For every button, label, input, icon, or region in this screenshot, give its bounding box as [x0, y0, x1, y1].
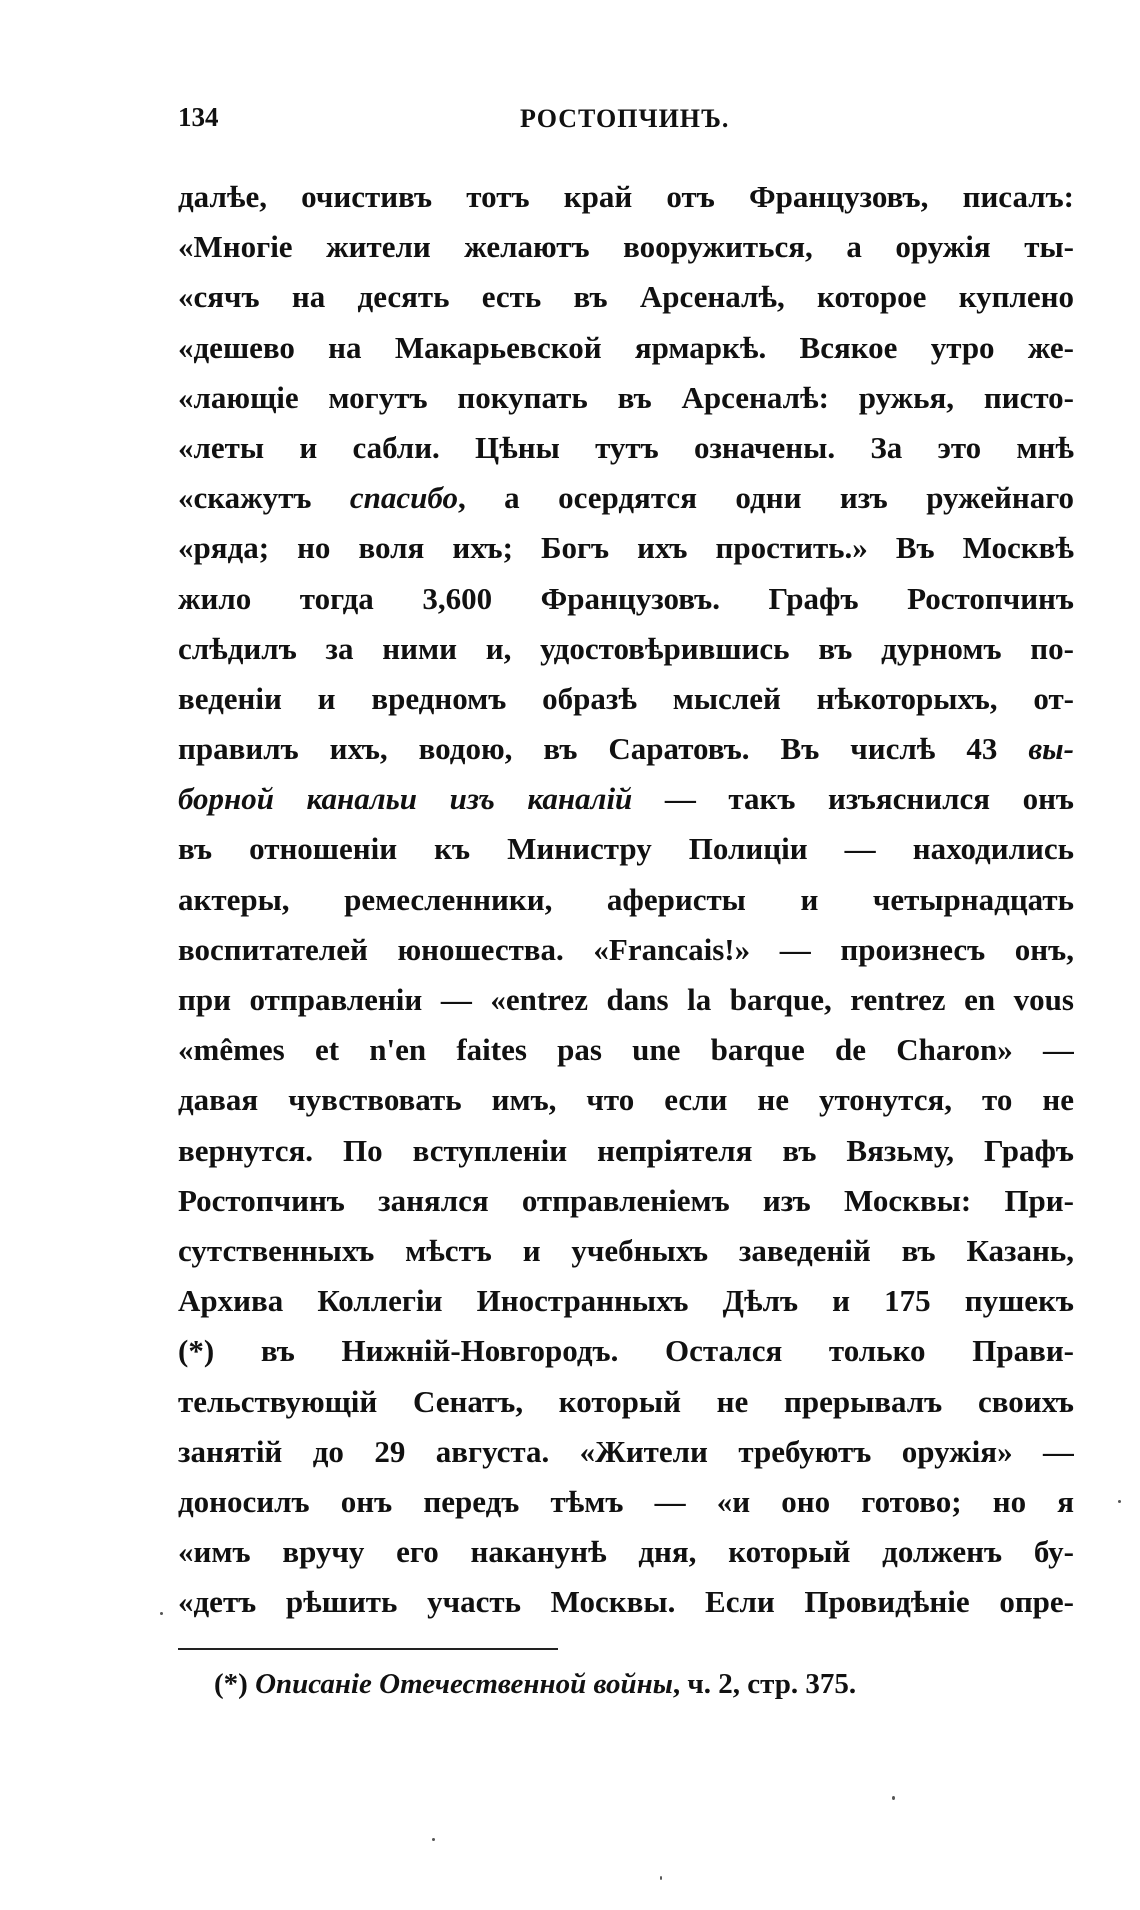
- text-segment: «детъ рѣшить участь Москвы. Если Провидѣніе опре-: [178, 1584, 1074, 1620]
- text-segment: Архива Коллегіи Иностранныхъ Дѣлъ и 175 пушекъ: [178, 1283, 1074, 1319]
- text-segment: актеры, ремесленники, аферисты и четырнадцать: [178, 881, 1074, 917]
- text-line: [178, 423, 1074, 473]
- text-line: [178, 774, 1074, 824]
- text-line: [178, 1176, 1074, 1226]
- text-line: [178, 272, 1074, 322]
- footnote-reference: , ч. 2, стр. 375.: [672, 1668, 857, 1700]
- text-line: [178, 1276, 1074, 1326]
- text-line: [178, 674, 1074, 724]
- footnote-marker: (*): [214, 1668, 256, 1700]
- text-segment: «Многіе жители желаютъ вооружиться, а оружія ты-: [178, 229, 1074, 265]
- speck: [1118, 1500, 1121, 1503]
- text-segment: слѣдилъ за ними и, удостовѣрившись въ дурномъ по-: [178, 630, 1074, 666]
- text-line: [178, 574, 1074, 624]
- page-number: 134: [178, 102, 219, 132]
- text-line: [178, 1226, 1074, 1276]
- text-line: [178, 1527, 1074, 1577]
- text-line: [178, 373, 1074, 423]
- italic-text: спасибо: [349, 480, 458, 516]
- text-segment: «имъ вручу его наканунѣ дня, который долженъ бу-: [178, 1534, 1074, 1570]
- text-segment: веденіи и вредномъ образѣ мыслей нѣкоторыхъ, от-: [178, 680, 1074, 716]
- italic-text: борной канальи изъ каналій: [178, 781, 633, 817]
- text-line: [178, 222, 1074, 272]
- text-line: [178, 724, 1074, 774]
- text-line: [178, 1377, 1074, 1427]
- text-segment: давая чувствовать имъ, что если не утонутся, то не: [178, 1082, 1074, 1118]
- footnote: [214, 1668, 856, 1701]
- running-title: РОСТОПЧИНЪ.: [520, 104, 730, 133]
- text-line: [178, 1126, 1074, 1176]
- text-line: [178, 323, 1074, 373]
- text-segment: доносилъ онъ передъ тѣмъ — «и оно готово; но я: [178, 1483, 1074, 1519]
- text-segment: — такъ изъяснился онъ: [632, 781, 1074, 817]
- page-header: [178, 102, 1074, 142]
- footnote-rule: [178, 1648, 558, 1650]
- text-segment: , а осердятся одни изъ ружейнаго: [457, 480, 1074, 516]
- footnote-source: Описаніе Отечественной войны: [255, 1668, 673, 1700]
- text-segment: Ростопчинъ занялся отправленіемъ изъ Москвы: При-: [178, 1182, 1074, 1218]
- text-line: [178, 523, 1074, 573]
- body-text: [178, 172, 1074, 1627]
- text-line: [178, 1326, 1074, 1376]
- text-line: [178, 824, 1074, 874]
- speck: [660, 1876, 662, 1880]
- text-segment: жило тогда 3,600 Французовъ. Графъ Ростопчинъ: [178, 580, 1074, 616]
- speck: [432, 1838, 435, 1841]
- text-line: [178, 1427, 1074, 1477]
- text-segment: «дешево на Макарьевской ярмаркѣ. Всякое утро же-: [178, 329, 1074, 365]
- text-segment: «лающіе могутъ покупать въ Арсеналѣ: ружья, писто-: [178, 379, 1074, 415]
- text-segment: «сячъ на десять есть въ Арсеналѣ, которое куплено: [178, 279, 1074, 315]
- text-line: [178, 1025, 1074, 1075]
- text-segment: «леты и сабли. Цѣны тутъ означены. За это мнѣ: [178, 429, 1074, 465]
- text-segment: далѣе, очистивъ тотъ край отъ Французовъ, писалъ:: [178, 179, 1074, 214]
- text-segment: правилъ ихъ, водою, въ Саратовъ. Въ числѣ 43: [178, 731, 1029, 767]
- text-line: [178, 975, 1074, 1025]
- text-segment: занятій до 29 августа. «Жители требуютъ оружія» —: [178, 1433, 1074, 1469]
- text-line: [178, 1477, 1074, 1527]
- text-line: [178, 1075, 1074, 1125]
- speck: [892, 1796, 895, 1800]
- text-segment: воспитателей юношества. «Francais!» — произнесъ онъ,: [178, 931, 1074, 967]
- text-line: [178, 875, 1074, 925]
- text-line: [178, 172, 1074, 222]
- text-line: [178, 473, 1074, 523]
- italic-text: вы-: [1028, 731, 1074, 767]
- speck: [160, 1612, 163, 1615]
- text-segment: тельствующій Сенатъ, который не прерывалъ своихъ: [178, 1383, 1074, 1419]
- text-segment: «ряда; но воля ихъ; Богъ ихъ простить.» Въ Москвѣ: [178, 530, 1074, 566]
- text-segment: въ отношеніи къ Министру Полиціи — находились: [178, 831, 1074, 867]
- text-line: [178, 1577, 1074, 1627]
- text-segment: вернутся. По вступленіи непріятеля въ Вязьму, Графъ: [178, 1132, 1074, 1168]
- text-line: [178, 624, 1074, 674]
- text-segment: при отправленіи — «entrez dans la barque, rentrez en vous: [178, 982, 1074, 1017]
- text-segment: сутственныхъ мѣстъ и учебныхъ заведеній въ Казань,: [178, 1232, 1074, 1268]
- text-segment: «скажутъ: [178, 480, 350, 516]
- text-line: [178, 925, 1074, 975]
- text-segment: «mêmes et n'en faites pas une barque de Charon» —: [178, 1032, 1074, 1068]
- text-segment: (*) въ Нижній-Новгородъ. Остался только Прави-: [178, 1333, 1074, 1369]
